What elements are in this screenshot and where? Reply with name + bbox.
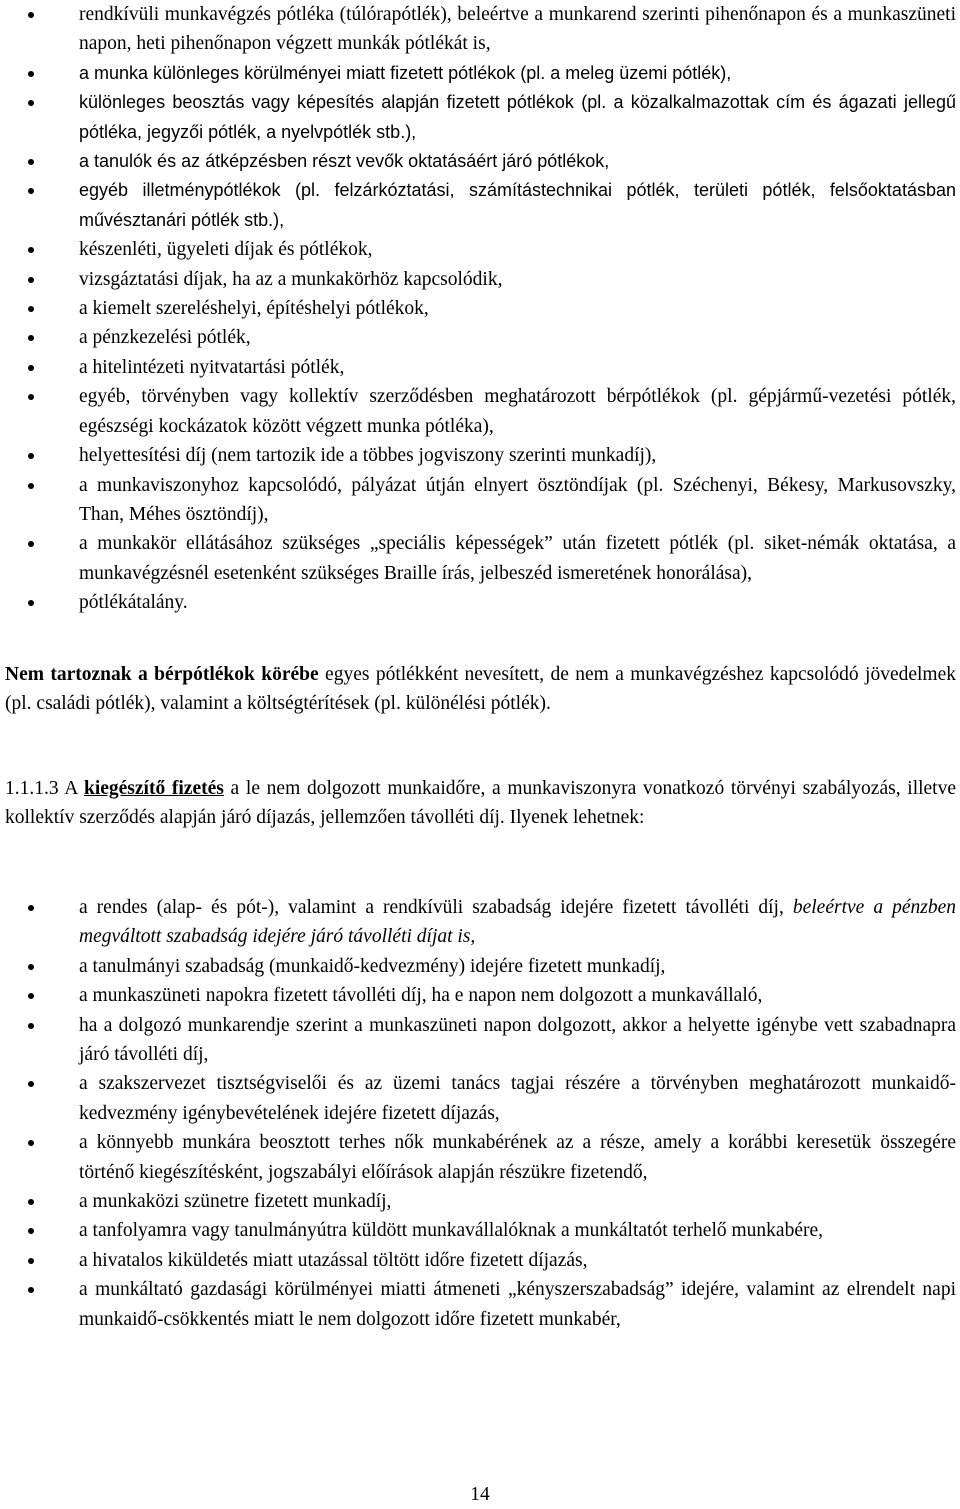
list-item xyxy=(0,59,960,88)
list-item xyxy=(0,147,960,176)
bullet-icon xyxy=(28,1081,34,1087)
bullet-icon xyxy=(28,247,34,253)
list-item xyxy=(0,981,960,1010)
list-item xyxy=(0,176,960,235)
bullet-icon xyxy=(28,277,34,283)
list-item xyxy=(0,353,960,382)
list-item xyxy=(0,235,960,264)
exclusion-lead: Nem tartoznak a bérpótlékok körébe xyxy=(5,664,319,685)
list-item-text: a hivatalos kiküldetés miatt utazással töltött időre fizetett díjazás, xyxy=(79,1249,588,1271)
section-term: kiegészítő fizetés xyxy=(83,778,224,799)
list-item-italic-text: beleértve a pénzben megváltott szabadság idejére járó távolléti díjat is, xyxy=(79,897,956,948)
bullet-icon xyxy=(28,71,34,77)
bullet-icon xyxy=(28,306,34,312)
bullet-icon xyxy=(28,394,34,400)
list-item-text: a munkakör ellátásához szükséges „speciális képességek” után fizetett pótlék (pl. siket-némák oktatása, a munkavégzésnél esetenként szükséges Braille írás, jelbeszéd ismeretének honorálása), xyxy=(79,533,956,584)
list-item xyxy=(0,471,960,530)
list-item xyxy=(0,294,960,323)
list-item xyxy=(0,893,960,952)
list-item xyxy=(0,1187,960,1216)
list-item-text: a munkáltató gazdasági körülményei miatti átmeneti „kényszerszabadság” idejére, valamint az elrendelt napi munkaidő-csökkentés miatt le nem dolgozott időre fizetett munkabér, xyxy=(79,1279,956,1330)
bullet-icon xyxy=(28,993,34,999)
list-item-text: a munkaszüneti napokra fizetett távolléti díj, ha e napon nem dolgozott a munkavállaló, xyxy=(79,985,763,1007)
list-item xyxy=(0,1011,960,1070)
list-item xyxy=(0,588,960,617)
list-item xyxy=(0,441,960,470)
bullet-icon xyxy=(28,964,34,970)
list-item-text: a hitelintézeti nyitvatartási pótlék, xyxy=(79,356,345,378)
list-item xyxy=(0,1246,960,1275)
bullet-icon xyxy=(28,12,34,18)
list-item-text: a munkaközi szünetre fizetett munkadíj, xyxy=(79,1191,392,1213)
list-item-text: egyéb, törvényben vagy kollektív szerződésben meghatározott bérpótlékok (pl. gépjármű-vezetési pótlék, egészségi kockázatok között végzett munka pótléka), xyxy=(79,386,956,437)
bullet-icon xyxy=(28,100,34,106)
bullet-icon xyxy=(28,365,34,371)
bullet-icon xyxy=(28,1258,34,1264)
list-item xyxy=(0,1216,960,1245)
section-paragraph xyxy=(5,774,956,833)
bullet-icon xyxy=(28,1023,34,1029)
bullet-icon xyxy=(28,1199,34,1205)
list-item-text: a rendes (alap- és pót-), valamint a rendkívüli szabadság idejére fizetett távolléti díj, xyxy=(79,897,784,918)
section-text: a le nem dolgozott munkaidőre, a munkaviszonyra vonatkozó törvényi szabályozás, illetve kollektív szerződés alapján járó díjazás, jellemzően távolléti díj. Ilyenek lehetnek: xyxy=(5,778,957,829)
bullet-icon xyxy=(28,905,34,911)
bullet-icon xyxy=(28,1228,34,1234)
list-item xyxy=(0,529,960,588)
list-item xyxy=(0,265,960,294)
allowance-list xyxy=(0,0,960,618)
bullet-icon xyxy=(28,1140,34,1146)
list-item-text: a szakszervezet tisztségviselői és az üzemi tanács tagjai részére a törvényben meghatározott munkaidő-kedvezmény igénybevételének idejére fizetett díjazás, xyxy=(79,1073,956,1124)
list-item-text: a könnyebb munkára beosztott terhes nők munkabérének az a része, amely a korábbi keresetük összegére történő kiegészítésként, jogszabályi előírások alapján részükre fizetendő, xyxy=(79,1132,956,1183)
list-item-text: egyéb illetménypótlékok (pl. felzárkóztatási, számítástechnikai pótlék, területi pótlék, felsőoktatásban művésztanári pótlék stb.), xyxy=(79,180,956,230)
section-pre: A xyxy=(58,778,84,799)
bullet-icon xyxy=(28,600,34,606)
bullet-icon xyxy=(28,453,34,459)
bullet-icon xyxy=(28,483,34,489)
list-item-text: rendkívüli munkavégzés pótléka (túlórapótlék), beleértve a munkarend szerinti pihenőnapon és a munkaszüneti napon, heti pihenőnapon végzett munkák pótlékát is, xyxy=(79,4,956,55)
page-number: 14 xyxy=(470,1484,490,1505)
bullet-icon xyxy=(28,188,34,194)
list-item-text: a munka különleges körülményei miatt fizetett pótlékok (pl. a meleg üzemi pótlék), xyxy=(79,62,732,83)
bullet-icon xyxy=(28,335,34,341)
list-item xyxy=(0,0,960,59)
supplementary-pay-list xyxy=(0,893,960,1334)
list-item xyxy=(0,1069,960,1128)
exclusion-paragraph xyxy=(5,660,956,719)
list-item xyxy=(0,1128,960,1187)
list-item-text: a kiemelt szereléshelyi, építéshelyi pótlékok, xyxy=(79,298,429,320)
list-item-text: a tanulók és az átképzésben részt vevők oktatásáért járó pótlékok, xyxy=(79,151,610,172)
list-item xyxy=(0,88,960,147)
list-item-text: a tanfolyamra vagy tanulmányútra küldött munkavállalóknak a munkáltatót terhelő munkabére, xyxy=(79,1220,824,1242)
list-item xyxy=(0,323,960,352)
list-item xyxy=(0,952,960,981)
list-item xyxy=(0,382,960,441)
exclusion-text: egyes pótlékként nevesített, de nem a munkavégzéshez kapcsolódó jövedelmek (pl. családi pótlék), valamint a költségtérítések (pl. különélési pótlék). xyxy=(5,664,956,715)
bullet-icon xyxy=(28,159,34,165)
list-item-text: a munkaviszonyhoz kapcsolódó, pályázat útján elnyert ösztöndíjak (pl. Széchenyi, Békesy, Markusovszky, Than, Méhes ösztöndíj), xyxy=(79,474,956,525)
list-item xyxy=(0,1275,960,1334)
list-item-text: különleges beosztás vagy képesítés alapján fizetett pótlékok (pl. a közalkalmazottak cím és ágazati jellegű pótléka, jegyzői pótlék, a nyelvpótlék stb.), xyxy=(79,92,956,142)
list-item-text: pótlékátalány. xyxy=(79,592,188,614)
list-item-text: ha a dolgozó munkarendje szerint a munkaszüneti napon dolgozott, akkor a helyette igénybe vett szabadnapra járó távolléti díj, xyxy=(79,1014,956,1066)
list-item-text: készenléti, ügyeleti díjak és pótlékok, xyxy=(79,239,373,261)
list-item-text: a pénzkezelési pótlék, xyxy=(79,327,251,349)
bullet-icon xyxy=(28,1287,34,1293)
bullet-icon xyxy=(28,541,34,547)
list-item-text: helyettesítési díj (nem tartozik ide a többes jogviszony szerinti munkadíj), xyxy=(79,445,657,467)
list-item-text: a tanulmányi szabadság (munkaidő-kedvezmény) idejére fizetett munkadíj, xyxy=(79,955,666,977)
list-item-text: vizsgáztatási díjak, ha az a munkakörhöz kapcsolódik, xyxy=(79,268,503,290)
section-number: 1.1.1.3 xyxy=(5,778,59,799)
